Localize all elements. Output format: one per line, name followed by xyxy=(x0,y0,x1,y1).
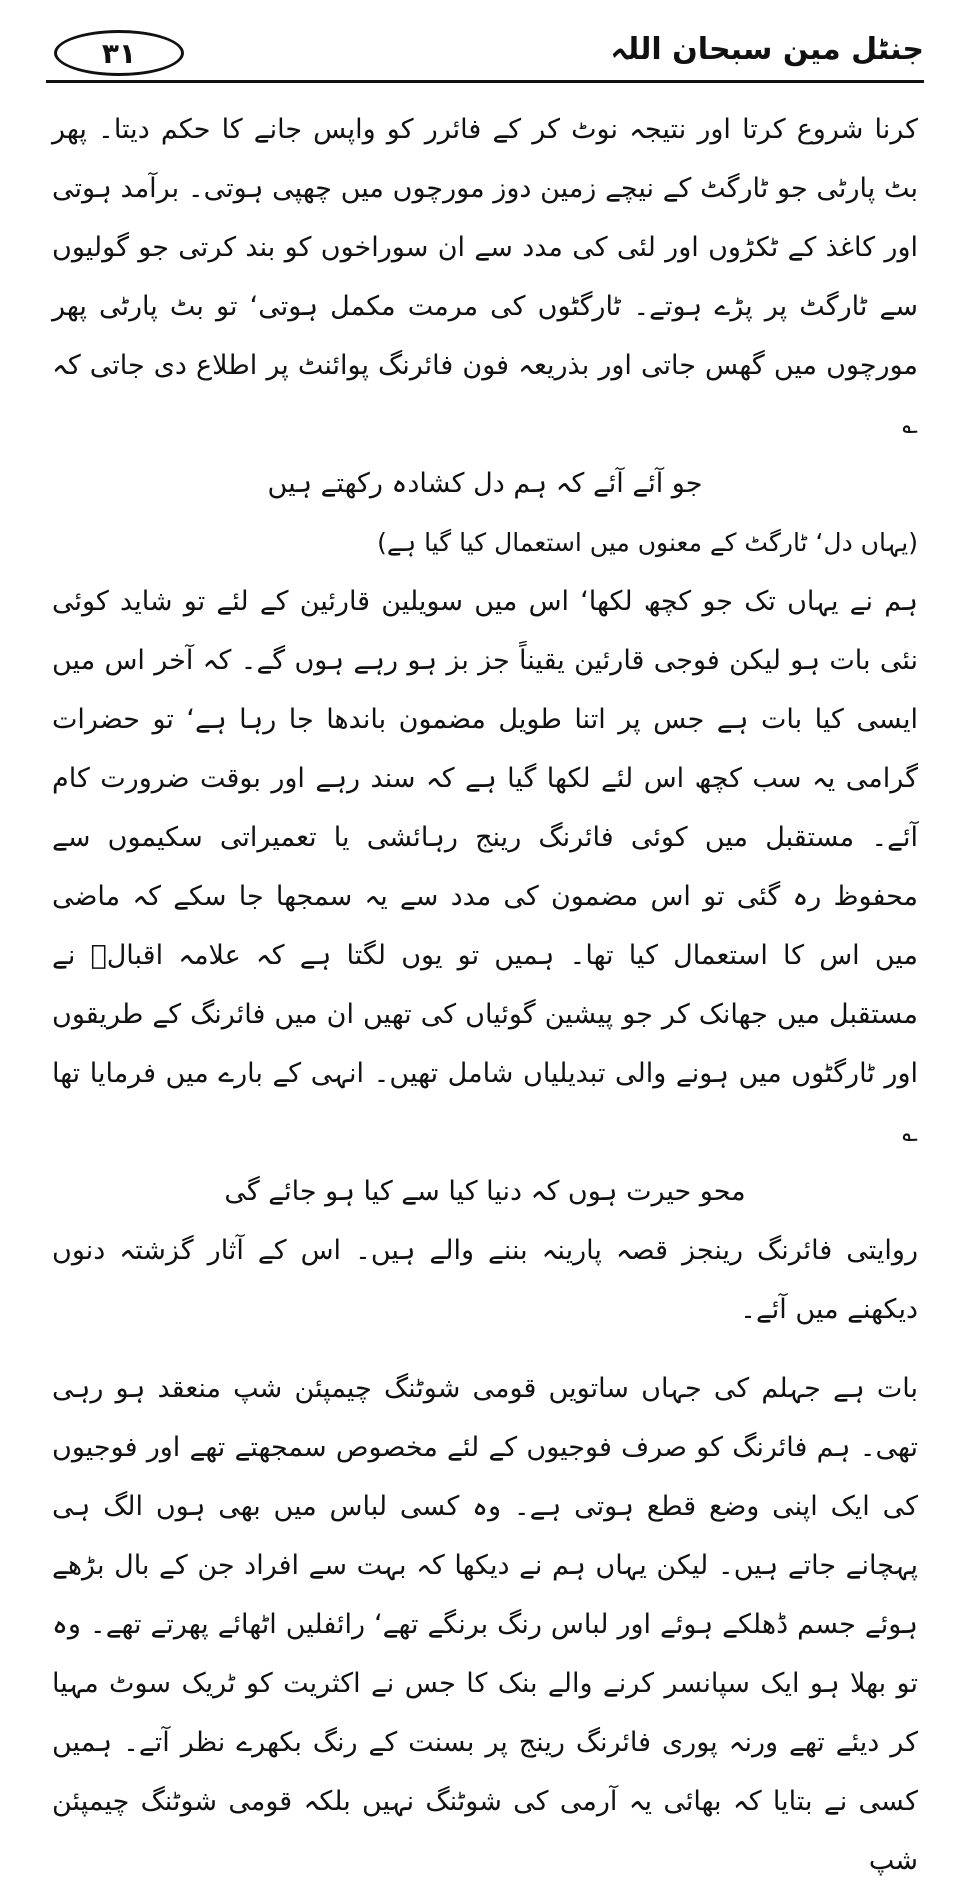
paragraph: روایتی فائرنگ رینجز قصہ پارینہ بننے والے ہیں۔ اس کے آثار گزشتہ دنوں دیکھنے میں آئے۔ xyxy=(52,1235,918,1325)
paragraph: کرنا شروع کرتا اور نتیجہ نوٹ کر کے فائرر کو واپس جانے کا حکم دیتا۔ پھر بٹ پارٹی جو ٹارگٹ کے نیچے زمین دوز مورچوں میں چھپی ہوتی۔ برآمد ہوتی اور کاغذ کے ٹکڑوں اور لئی کی مدد سے ان سوراخوں کو بند کرتی جو گولیوں سے ٹارگٹ پر پڑے ہوتے۔ ٹارگٹوں کی مرمت مکمل ہوتی‘ تو بٹ پارٹی پھر مورچوں میں گھس جاتی اور بذریعہ فون فائرنگ پوائنٹ پر اطلاع دی جاتی کہ ؎ xyxy=(52,114,918,440)
paragraph: ہم نے یہاں تک جو کچھ لکھا‘ اس میں سویلین قارئین کے لئے تو شاید کوئی نئی بات ہو لیکن فوجی قارئین یقیناً جز بز ہو رہے ہوں گے۔ کہ آخر اس میں ایسی کیا بات ہے جس پر اتنا طویل مضمون باندھا جا رہا ہے‘ تو حضرات گرامی یہ سب کچھ اس لئے لکھا گیا ہے کہ سند رہے اور بوقت ضرورت کام آئے۔ مستقبل میں کوئی فائرنگ رینج رہائشی یا تعمیراتی سکیموں سے محفوظ رہ گئی تو اس مضمون کی مدد سے یہ سمجھا جا سکے کہ ماضی میں اس کا استعمال کیا تھا۔ ہمیں تو یوں لگتا ہے کہ علامہ اقبالؒ نے مستقبل میں جھانک کر جو پیشین گوئیاں کی تھیں ان میں فائرنگ کے طریقوں اور ٹارگٹوں میں ہونے والی تبدیلیاں شامل تھیں۔ انہی کے بارے میں فرمایا تھا ؎ xyxy=(52,586,918,1148)
header-divider xyxy=(46,80,924,83)
page-header xyxy=(40,24,930,80)
page-number: ۳۱ xyxy=(54,30,184,76)
page-body xyxy=(52,100,918,1890)
verse: جو آئے آئے کہ ہم دل کشادہ رکھتے ہیں xyxy=(267,468,703,499)
running-title: جنٹل مین سبحان اللہ xyxy=(610,32,924,67)
verse: محو حیرت ہوں کہ دنیا کیا سے کیا ہو جائے گی xyxy=(224,1176,746,1207)
parenthetical-note: (یہاں دل‘ ٹارگٹ کے معنوں میں استعمال کیا گیا ہے) xyxy=(377,528,918,557)
paragraph-gap xyxy=(52,1339,918,1359)
paragraph: بات ہے جہلم کی جہاں ساتویں قومی شوٹنگ چیمپئن شپ منعقد ہو رہی تھی۔ ہم فائرنگ کو صرف فوجیوں کے لئے مخصوص سمجھتے تھے اور فوجیوں کی ایک اپنی وضع قطع ہوتی ہے۔ وہ کسی لباس میں بھی ہوں الگ ہی پہچانے جاتے ہیں۔ لیکن یہاں ہم نے دیکھا کہ بہت سے افراد جن کے بال بڑھے ہوئے جسم ڈھلکے ہوئے اور لباس رنگ برنگے تھے‘ رائفلیں اٹھائے پھرتے تھے۔ وہ تو بھلا ہو ایک سپانسر کرنے والے بنک کا جس نے اکثریت کو ٹریک سوٹ مہیا کر دیئے تھے ورنہ پوری فائرنگ رینج پر بسنت کے رنگ بکھرے نظر آتے۔ ہمیں کسی نے بتایا کہ بھائی یہ آرمی کی شوٹنگ نہیں بلکہ قومی شوٹنگ چیمپئن شپ xyxy=(52,1373,918,1876)
